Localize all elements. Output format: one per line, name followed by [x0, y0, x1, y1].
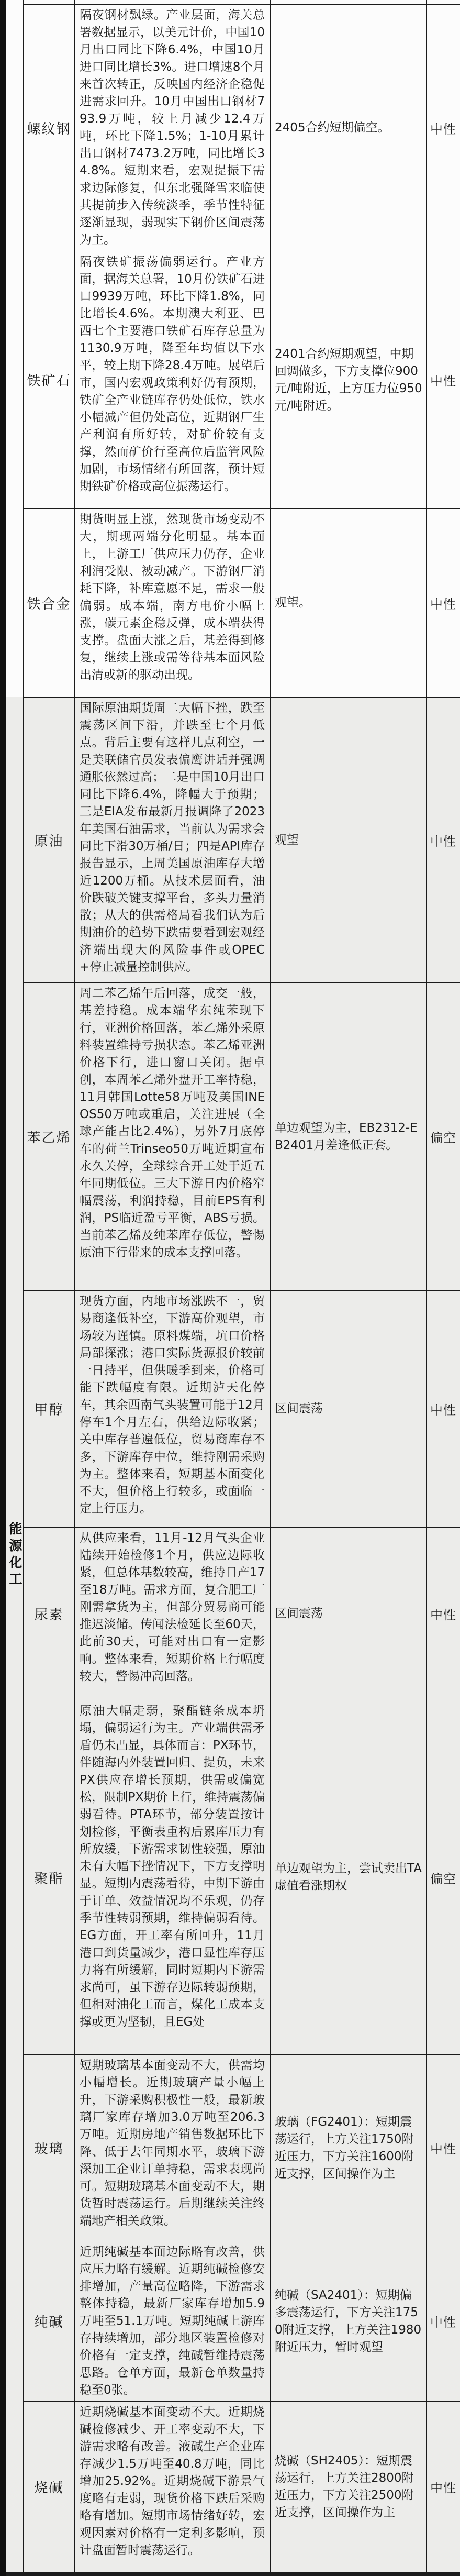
strategy-text: 单边观望为主，尝试卖出TA虚值看涨期权: [271, 1700, 427, 2054]
strategy-text: 观望。: [271, 509, 427, 697]
commodity-name: 铁合金: [24, 509, 75, 697]
section-energy-chemicals: [6, 697, 460, 2572]
strategy-text: 区间震荡: [271, 1291, 427, 1527]
commodity-name: 铁矿石: [24, 251, 75, 508]
rating-badge: 中性: [427, 698, 460, 982]
table-row-soda-ash: [24, 2241, 460, 2401]
rating-badge: 中性: [427, 5, 460, 251]
cropped-top-row: [6, 0, 460, 4]
analysis-text: 短期玻璃基本面变动不大，供需均小幅增长。近期玻璃产量小幅上升，下游采购积极性一般，最新玻璃厂家库存增加3.0万吨至206.3万吨。近期房地产销售数据环比下降、低于去年同期水平，玻璃下游深加工企业订单持稳，需求表现尚可。短期玻璃基本面变动不大，期货暂时震荡运行。后期继续关注终端地产相关政策。: [75, 2055, 271, 2241]
rating-badge: 中性: [427, 1291, 460, 1527]
strategy-text: 纯碱（SA2401）：短期偏多震荡运行，下方关注1750附近支撑，上方关注1980附近压力，暂时观望: [271, 2241, 427, 2401]
strategy-text: 观望: [271, 698, 427, 982]
analysis-text: 从供应来看，11月-12月气头企业陆续开始检修1个月，供应边际收紧，但总体基数较高，维持日产17至18万吨。需求方面，复合肥工厂刚需拿货为主，但部分贸易商可能推迟淡储。传闻法检延长至60天，此前30天，可能对出口有一定影响。整体来看，短期价格上行幅度较大，警惕冲高回落。: [75, 1528, 271, 1700]
bottom-edge-strip: [6, 2572, 460, 2576]
left-edge-strip: [0, 0, 6, 2576]
analysis-text: 隔夜钢材飘绿。产业层面，海关总署数据显示，以美元计价，中国10月出口同比下降6.4%，中国10月进口同比增长3%。进口增速8个月来首次转正，反映国内经济企稳促进需求回升。10月中国出口钢材793.9万吨，较上月减少12.4万吨，环比下降1.5%；1-10月累计出口钢材7473.2万吨，同比增长34.8%。短期来看，宏观提振下需求边际修复，但东北强降雪来临使其提前步入传统淡季，季节性特征逐渐显现，弱现实下钢价区间震荡为主。: [75, 5, 271, 251]
analysis-text: 近期烧碱基本面变动不大。近期烧碱检修减少、开工率变动不大，下游需求略有改善。液碱生产企业库存减少1.5万吨至40.8万吨，同比增加25.92%。近期烧碱下游景气度略有走弱，现货价格下跌后采购略有增加。短期市场情绪好转，宏观因素对价格有一定利多影响，预计盘面暂时震荡运行。: [75, 2402, 271, 2572]
rating-badge: 中性: [427, 509, 460, 697]
analysis-text: 国际原油期货周二大幅下挫，跌至震荡区间下沿，并跌至七个月低点。背后主要有这样几点利空，一是美联储官员发表偏鹰讲话并强调通胀依然过高；二是中国10月出口同比下降6.4%，降幅大于预期；三是EIA发布最新月报调降了2023年美国石油需求，当前认为需求会同比下滑30万桶/日；四是API库存报告显示，上周美国原油库存大增近1200万桶。从技术层面看，油价跌破关键支撑平台，多头力量消散；从大的供需格局看我们认为后期油价的趋势下跌需要看到宏观经济端出现大的风险事件或OPEC+停止减量控制供应。: [75, 698, 271, 982]
table-row-rebar: [24, 4, 460, 251]
analysis-text: 隔夜铁矿振荡偏弱运行。产业方面，据海关总署，10月份铁矿石进口9939万吨，环比下降1.8%，同比增长4.6%。本期澳大利亚、巴西七个主要港口铁矿石库存总量为1130.9万吨，降至年均值以下水平，较上期下降28.4万吨。展望后市，国内宏观政策利好仍有预期，铁矿全产业链库存仍处低位，铁水小幅减产但仍处高位，近期钢厂生产利润有所好转，对矿价较有支撑，然而矿价行至高位后监管风险加剧，市场情绪有所回落，预计短期铁矿价格或高位振荡运行。: [75, 251, 271, 508]
strategy-text: 玻璃（FG2401）：短期震荡运行，上方关注1750附近压力，下方关注1600附近支撑，区间操作为主: [271, 2055, 427, 2241]
strategy-text: 2401合约短期观望，中期回调做多，下方支撑位900元/吨附近，上方压力位950元/吨附近。: [271, 251, 427, 508]
analysis-text: 周二苯乙烯午后回落，成交一般，基差持稳。成本端华东纯苯现下行，亚洲价格回落，苯乙烯外采原料装置维持亏损状态。苯乙烯亚洲价格下行，进口窗口关闭。据卓创，本周苯乙烯外盘开工率持稳，11月韩国Lotte58万吨及美国INEOS50万吨或重启，关注进展（全球产能占比2.4%），另外7月底停车的荷兰Trinseo50万吨近期宣布永久关停，全球综合开工处于近五年同期低位。三大下游日内价格窄幅震荡，利润持稳，目前EPS有利润，PS临近盈亏平衡，ABS亏损。当前苯乙烯及纯苯库存低位，警惕原油下行带来的成本支撑回落。: [75, 983, 271, 1290]
category-cell-ferrous: [6, 4, 24, 697]
strategy-text: 2405合约短期偏空。: [271, 5, 427, 251]
rating-badge: 中性: [427, 251, 460, 508]
strategy-text: 区间震荡: [271, 1528, 427, 1700]
commodity-name: 螺纹钢: [24, 5, 75, 251]
rating-badge: 偏空: [427, 1700, 460, 2054]
table-row: [24, 0, 460, 4]
category-cell-top: [6, 0, 24, 4]
commodity-name: 纯碱: [24, 2241, 75, 2401]
table-content: [6, 0, 460, 2576]
rating-badge: 中性: [427, 1528, 460, 1700]
table-row-ferroalloy: [24, 508, 460, 697]
table-row-styrene: [24, 982, 460, 1290]
commodity-name: 原油: [24, 698, 75, 982]
commodity-name: 尿素: [24, 1528, 75, 1700]
commodity-name: 烧碱: [24, 2402, 75, 2572]
rating-badge: 中性: [427, 2402, 460, 2572]
commodity-name: 甲醇: [24, 1291, 75, 1527]
commodity-name: 玻璃: [24, 2055, 75, 2241]
rating-badge: 中性: [427, 2241, 460, 2401]
analysis-text: 原油大幅走弱，聚酯链条成本坍塌，偏弱运行为主。产业端供需矛盾仍未凸显，具体而言：PX环节，伴随海内外装置回归、提负，未来PX供应存增长预期，供需或偏宽松，限制PX期价上行，维持震荡偏弱看待。PTA环节，部分装置按计划检修，平衡表重构后累库压力有所放缓，下游需求韧性较强，原油未有大幅下挫情况下，下方支撑明显。短期内震荡看待，中期下游由于订单、效益情况均不乐观，仍存季节性转弱预期，维持偏弱看待。EG方面，开工率有所回升，11月港口到货量减少，港口显性库存压力将有所缓解，同时短期内下游需求尚可，虽下游存边际转弱预期，但相对油化工而言，煤化工成本支撑或更为坚韧，且EG处: [75, 1700, 271, 2054]
category-label: 能源化工: [7, 1522, 23, 1589]
rating-badge: 偏空: [427, 983, 460, 1290]
section-ferrous-metals: [6, 4, 460, 697]
table-row-caustic-soda: [24, 2401, 460, 2572]
analysis-text: 近期纯碱基本面边际略有改善，供应压力略有缓解。近期纯碱检修安排增加，产量高位略降，下游需求整体持稳，最新厂家库存增加5.9万吨至51.1万吨。短期纯碱上游库存持续增加，部分地区装置检修对价格有一定支撑，纯碱暂维持震荡思路。仓单方面，最新仓单数量持稳至0张。: [75, 2241, 271, 2401]
table-row-methanol: [24, 1290, 460, 1527]
commodity-name: 聚酯: [24, 1700, 75, 2054]
table-row-urea: [24, 1527, 460, 1700]
table-row-polyester: [24, 1700, 460, 2054]
category-cell-energy: [6, 697, 24, 2572]
analysis-text: 现货方面，内地市场涨跌不一，贸易商逢低补空，下游高价观望，市场较为谨慎。原料煤端，坑口价格局部探涨；港口实际货源报价较前一日持平，但供暖季到来，价格可能下跌幅度有限。近期泸天化停车，其余西南气头装置可能于12月停车1个月左右，供给边际收紧；关中库存普遍低位，贸易商库存不多，下游库存中位，维持刚需采购为主。整体来看，短期基本面变化不大，但价格上行较多，或面临一定上行压力。: [75, 1291, 271, 1527]
rating-badge: 中性: [427, 2055, 460, 2241]
table-row-iron-ore: [24, 251, 460, 508]
strategy-text: 单边观望为主，EB2312-EB2401月差逢低正套。: [271, 983, 427, 1290]
commodity-name: 苯乙烯: [24, 983, 75, 1290]
table-row-glass: [24, 2054, 460, 2241]
strategy-text: 烧碱（SH2405）：短期震荡运行，上方关注2800附近压力，下方关注2500附近支撑，区间操作为主: [271, 2402, 427, 2572]
analysis-text: 期货明显上涨，然现货市场变动不大，期现两端分化明显。基本面上，上游工厂供应压力仍存，企业利润受限、被动减产。下游钢厂消耗下降，补库意愿不足，需求一般偏弱。成本端，南方电价小幅上涨，碳元素企稳反弹，成本端获得支撑。盘面大涨之后，基差得到修复，继续上涨或需等待基本面风险出清或新的驱动出现。: [75, 509, 271, 697]
table-row-crude-oil: [24, 697, 460, 982]
